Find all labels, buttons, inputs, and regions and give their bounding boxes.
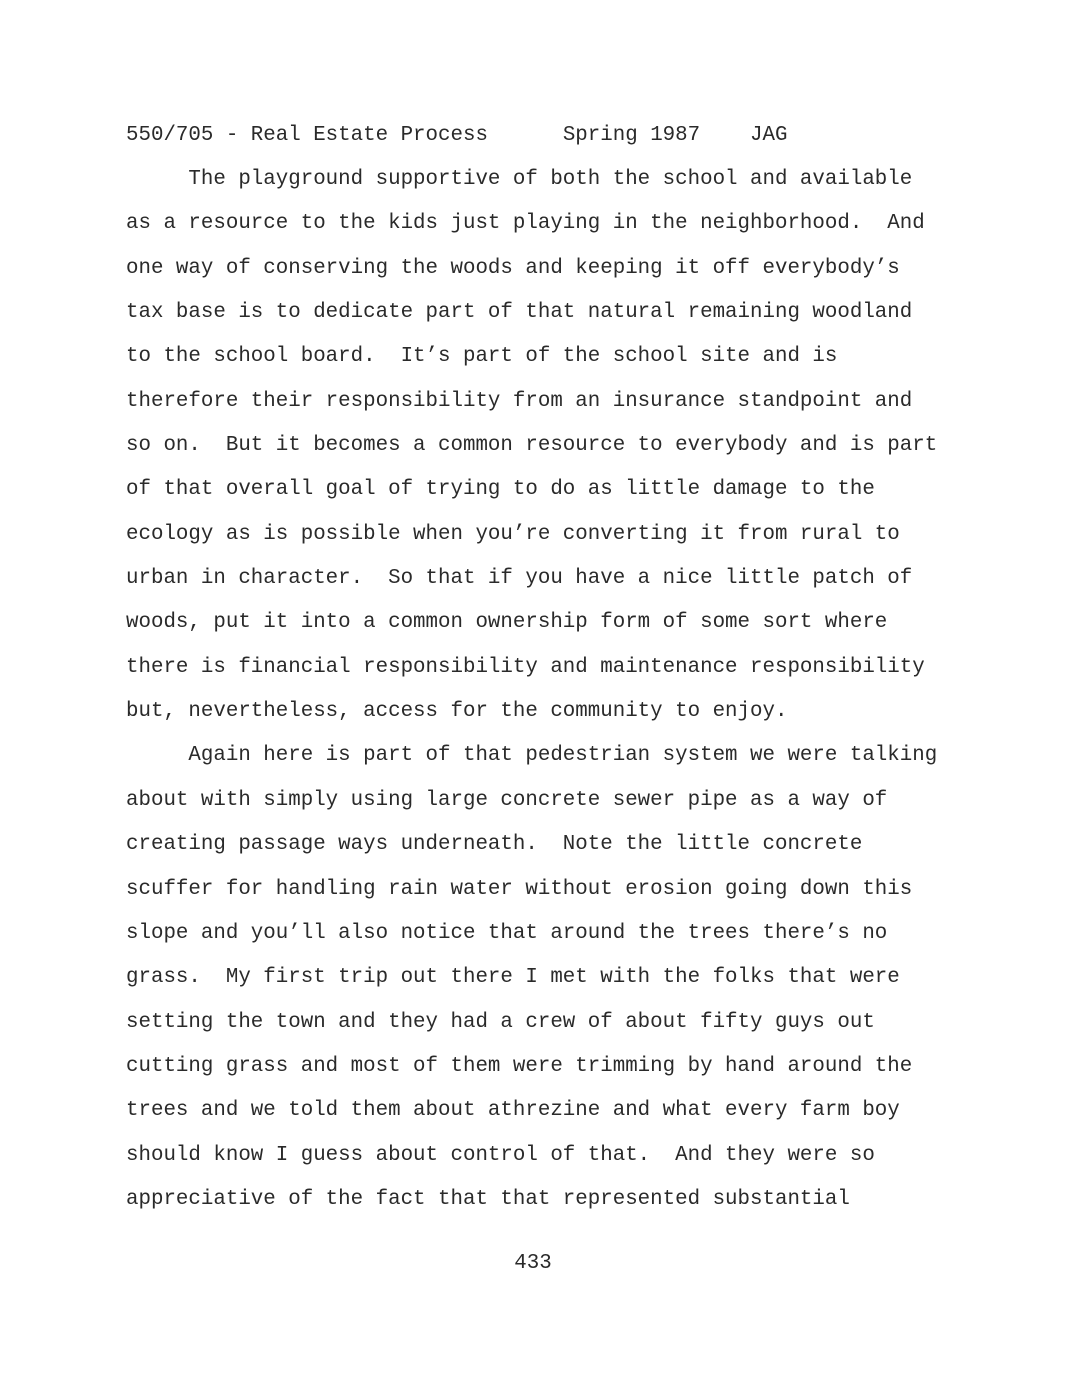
text-line: ecology as is possible when you’re converting it from rural to	[126, 522, 900, 546]
text-line: there is financial responsibility and maintenance responsibility	[126, 655, 925, 679]
text-line: as a resource to the kids just playing in the neighborhood. And	[126, 212, 925, 236]
text-line: so on. But it becomes a common resource to everybody and is part	[126, 434, 938, 458]
text-line: tax base is to dedicate part of that natural remaining woodland	[126, 301, 913, 325]
body-text	[126, 166, 1026, 1230]
header-gap-2	[700, 124, 750, 147]
text-line: of that overall goal of trying to do as little damage to the	[126, 478, 875, 502]
text-line: The playground supportive of both the school and available	[126, 168, 913, 191]
text-line: cutting grass and most of them were trimming by hand around the	[126, 1054, 913, 1078]
text-line: urban in character. So that if you have a nice little patch of	[126, 567, 913, 591]
header-course: 550/705 - Real Estate Process	[126, 124, 488, 147]
header-term: Spring 1987	[562, 124, 701, 147]
page-number: 433	[514, 1252, 552, 1275]
text-line: slope and you’ll also notice that around the trees there’s no	[126, 921, 888, 945]
header-gap-1	[488, 124, 563, 147]
text-line: but, nevertheless, access for the community to enjoy.	[126, 700, 788, 724]
text-line: woods, put it into a common ownership form of some sort where	[126, 611, 888, 635]
text-line: about with simply using large concrete sewer pipe as a way of	[126, 788, 888, 812]
text-line: should know I guess about control of that. And they were so	[126, 1143, 875, 1167]
text-line: therefore their responsibility from an insurance standpoint and	[126, 389, 913, 413]
text-line: grass. My first trip out there I met with the folks that were	[126, 966, 900, 990]
text-line: trees and we told them about athrezine and what every farm boy	[126, 1099, 900, 1123]
text-line: appreciative of the fact that that represented substantial	[126, 1187, 850, 1211]
text-line: to the school board. It’s part of the school site and is	[126, 345, 838, 369]
header-initials: JAG	[750, 124, 788, 147]
text-line: one way of conserving the woods and keeping it off everybody’s	[126, 256, 900, 280]
text-line: scuffer for handling rain water without erosion going down this	[126, 877, 913, 901]
text-line: setting the town and they had a crew of about fifty guys out	[126, 1010, 875, 1034]
text-line: creating passage ways underneath. Note the little concrete	[126, 833, 863, 857]
page-header	[126, 122, 788, 150]
text-line: Again here is part of that pedestrian system we were talking	[126, 744, 938, 768]
